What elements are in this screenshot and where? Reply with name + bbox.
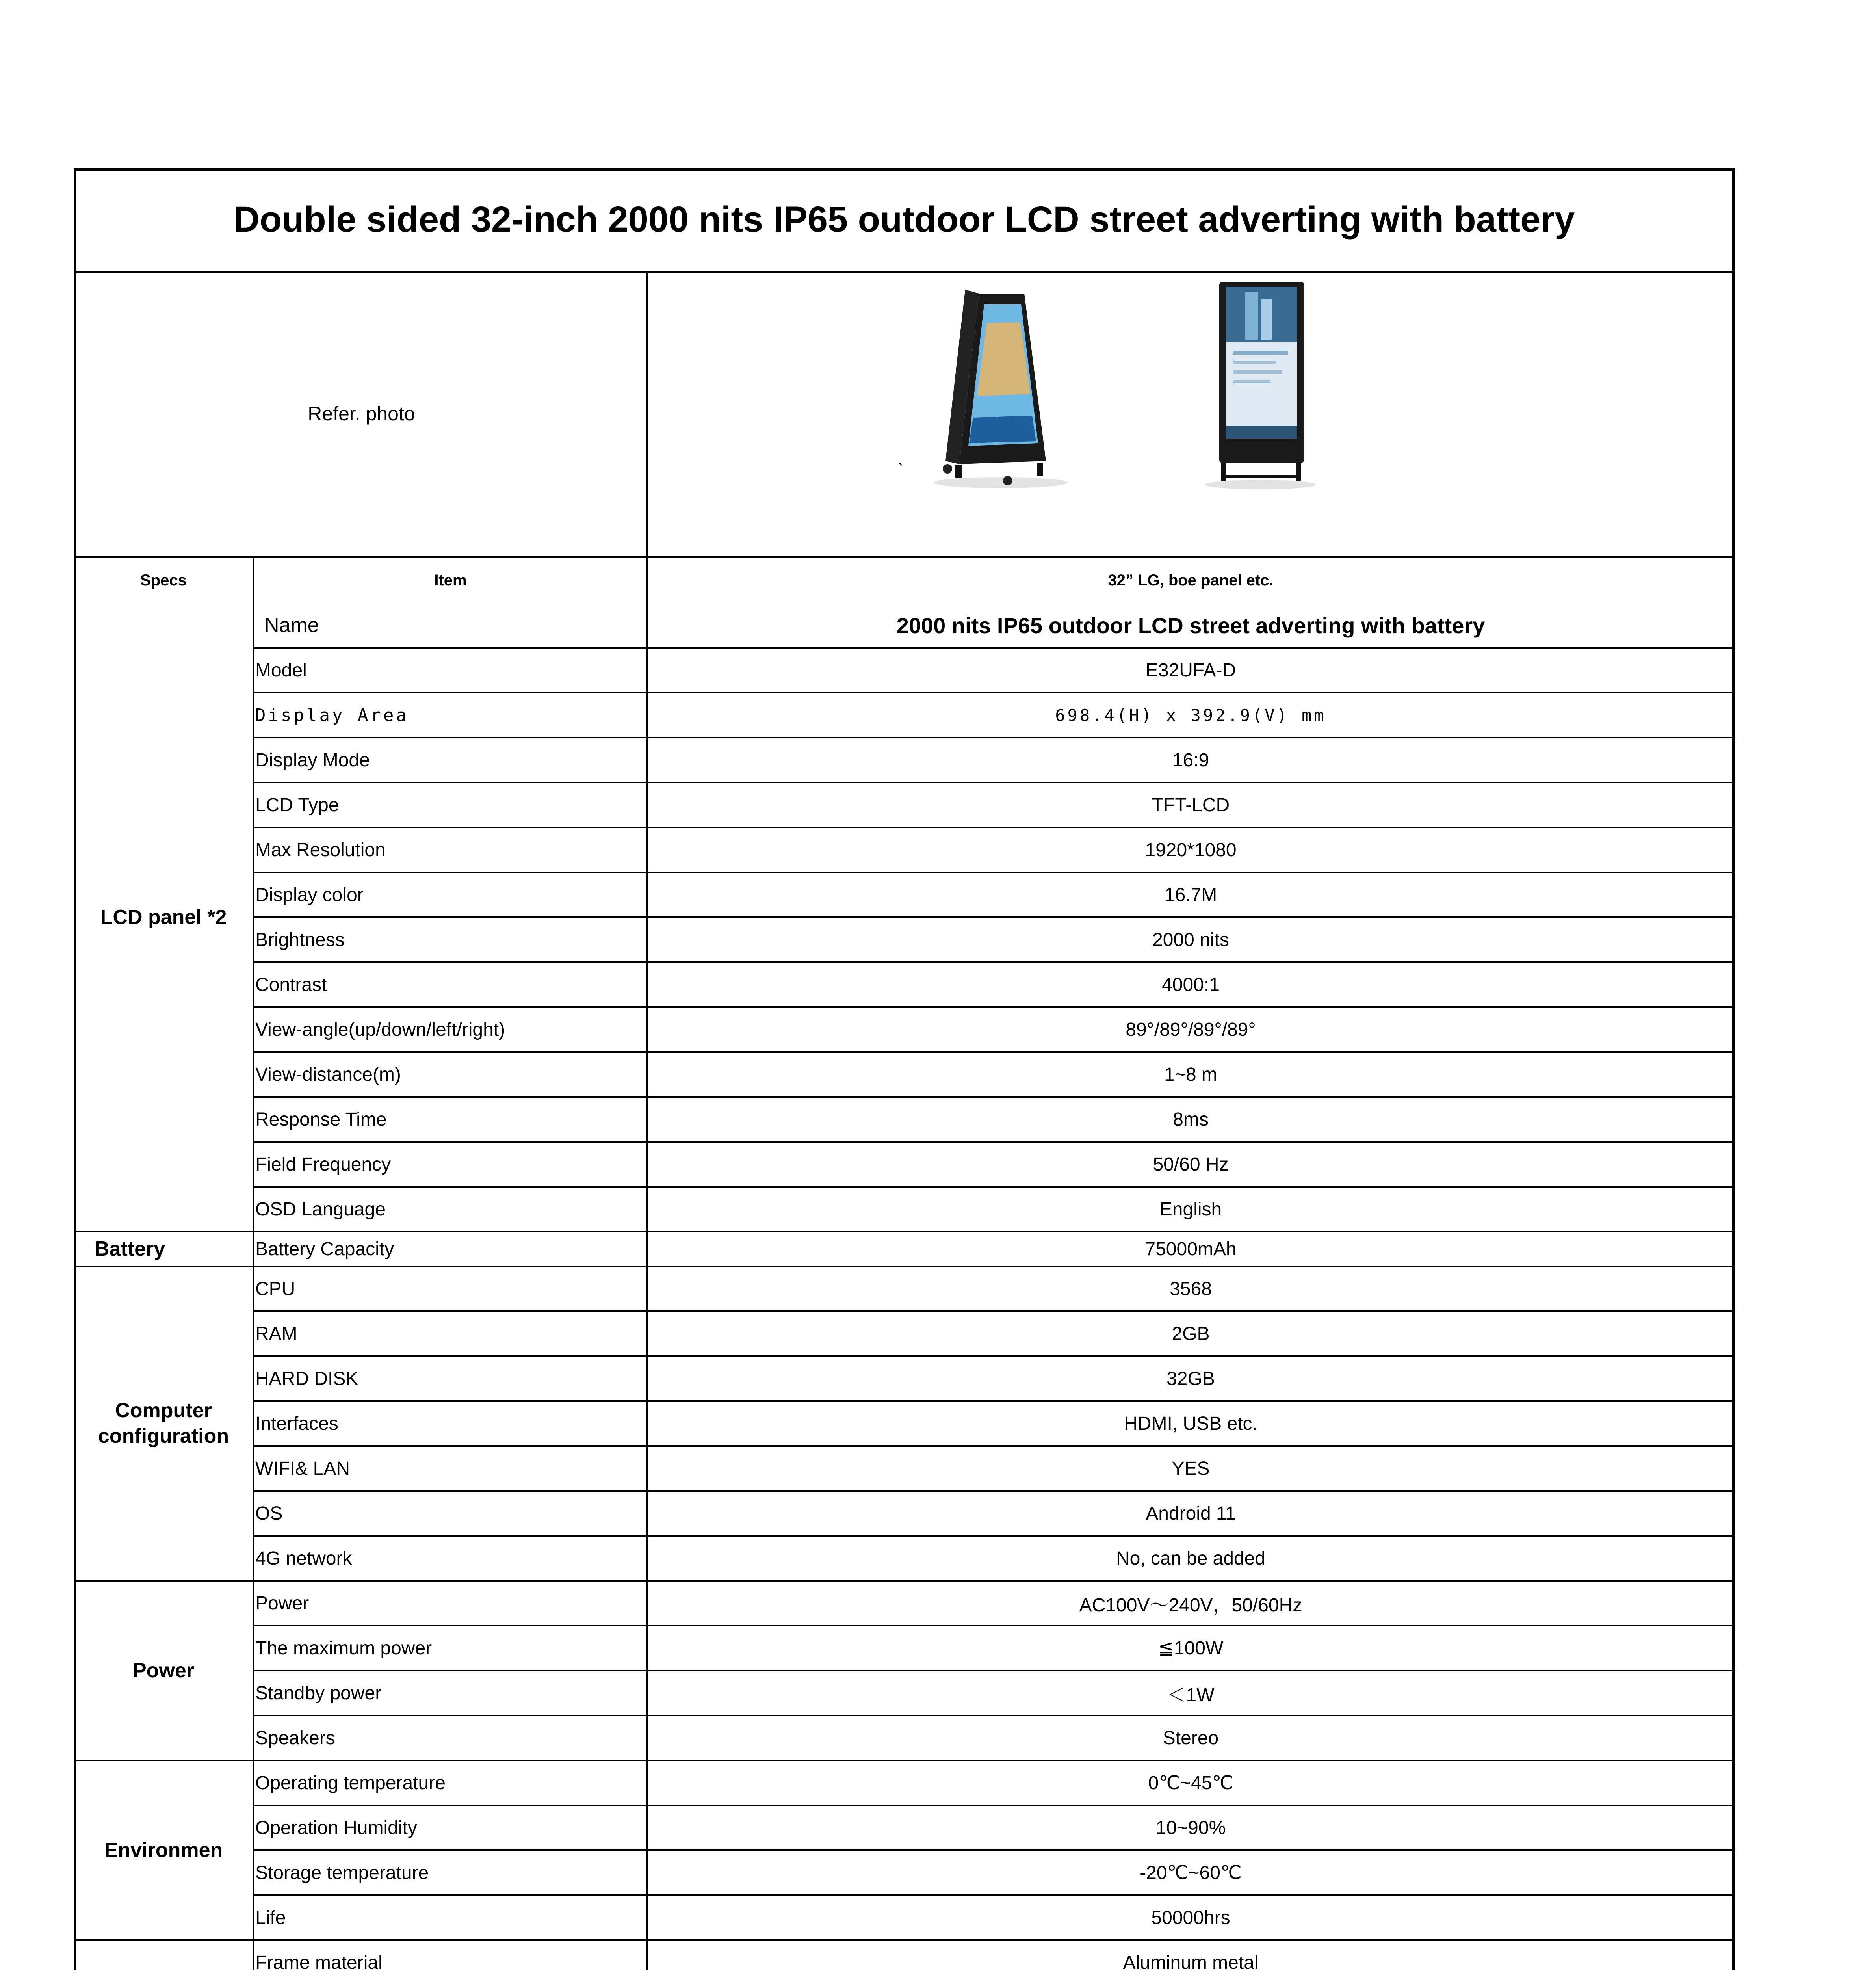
spec-item-value: Aluminum metal bbox=[1123, 1952, 1259, 1970]
row-divider bbox=[253, 1051, 1735, 1053]
spec-item-label: RAM bbox=[255, 1323, 297, 1344]
row-divider bbox=[253, 1715, 1735, 1716]
spec-group-label: Environmen bbox=[104, 1838, 223, 1862]
spec-item-label: HARD DISK bbox=[255, 1368, 358, 1389]
spec-item-value: 1~8 m bbox=[1164, 1064, 1217, 1085]
spec-item-value: 8ms bbox=[1173, 1109, 1209, 1130]
row-divider bbox=[253, 1894, 1735, 1896]
spec-item-label: Interfaces bbox=[255, 1413, 338, 1434]
spec-item-label: WIFI& LAN bbox=[255, 1458, 350, 1479]
spec-item-label: Display color bbox=[255, 884, 364, 905]
row-divider bbox=[253, 916, 1735, 918]
row-divider bbox=[253, 692, 1735, 693]
row-divider bbox=[253, 961, 1735, 963]
row-divider bbox=[253, 1670, 1735, 1671]
spec-item-value: 2GB bbox=[1172, 1323, 1210, 1344]
spec-item-label: 4G network bbox=[255, 1548, 352, 1569]
spec-item-value: 16.7M bbox=[1164, 884, 1217, 905]
row-divider bbox=[253, 1141, 1735, 1143]
spec-item-value: Android 11 bbox=[1146, 1503, 1236, 1524]
row-divider bbox=[253, 1310, 1735, 1312]
row-divider bbox=[253, 1400, 1735, 1402]
spec-item-value: Stereo bbox=[1163, 1727, 1219, 1749]
spec-item-value: ＜1W bbox=[1167, 1684, 1215, 1706]
spec-group-label: LCD panel *2 bbox=[100, 905, 227, 929]
spec-item-value: 3568 bbox=[1170, 1278, 1212, 1299]
spec-item-label: Contrast bbox=[255, 974, 327, 995]
spec-item-value: 75000mAh bbox=[1145, 1238, 1237, 1260]
spec-item-label: Operation Humidity bbox=[255, 1817, 417, 1838]
row-divider bbox=[253, 1096, 1735, 1098]
spec-group-label: Computer configuration bbox=[98, 1399, 229, 1448]
spec-item-label: Frame material bbox=[255, 1952, 383, 1970]
spec-item-label: Speakers bbox=[255, 1727, 335, 1749]
spec-item-value: HDMI, USB etc. bbox=[1124, 1413, 1257, 1434]
row-divider bbox=[253, 827, 1735, 828]
group-divider bbox=[74, 1231, 1735, 1232]
spec-item-label: Standby power bbox=[255, 1682, 382, 1704]
header-specs: Specs bbox=[140, 571, 187, 589]
spec-item-value: 10~90% bbox=[1155, 1817, 1226, 1838]
row-divider bbox=[253, 1805, 1735, 1806]
spec-item-value: 698.4(H) x 392.9(V) mm bbox=[1055, 705, 1326, 725]
group-divider bbox=[74, 1580, 1735, 1582]
spec-group-label: Battery bbox=[95, 1237, 165, 1260]
row-divider bbox=[253, 1445, 1735, 1447]
spec-item-label: Storage temperature bbox=[255, 1862, 429, 1883]
spec-item-label: Brightness bbox=[255, 929, 345, 950]
spec-item-value: 32GB bbox=[1166, 1368, 1215, 1389]
row-divider bbox=[253, 737, 1735, 738]
spec-item-value: No, can be added bbox=[1116, 1548, 1265, 1569]
spec-item-value: ≦100W bbox=[1158, 1638, 1224, 1659]
spec-item-value: TFT-LCD bbox=[1152, 794, 1230, 816]
photo-mark: ` bbox=[898, 461, 904, 478]
spec-item-value: 16:9 bbox=[1172, 749, 1209, 771]
row-divider bbox=[253, 1849, 1735, 1851]
row-divider bbox=[253, 1186, 1735, 1188]
spec-item-label: The maximum power bbox=[255, 1637, 432, 1659]
row-divider bbox=[253, 647, 1735, 649]
spec-item-label: Field Frequency bbox=[255, 1154, 391, 1175]
header-panel: 32” LG, boe panel etc. bbox=[1108, 571, 1274, 589]
spec-item-label: Model bbox=[255, 660, 307, 681]
spec-item-label: OSD Language bbox=[255, 1199, 386, 1220]
row-divider bbox=[253, 872, 1735, 873]
spec-item-value: AC100V～240V，50/60Hz bbox=[1079, 1595, 1302, 1616]
spec-item-label: OS bbox=[255, 1503, 283, 1524]
spec-item-label: Life bbox=[255, 1907, 286, 1928]
spec-item-value: 50000hrs bbox=[1151, 1907, 1230, 1928]
spec-item-label: Battery Capacity bbox=[255, 1238, 394, 1260]
group-divider bbox=[74, 1266, 1735, 1267]
spec-item-label: View-distance(m) bbox=[255, 1064, 401, 1085]
spec-group-label: Power bbox=[132, 1659, 195, 1682]
spec-item-label: Response Time bbox=[255, 1109, 387, 1130]
product-photos bbox=[898, 276, 1379, 496]
spec-item-label: CPU bbox=[255, 1278, 295, 1299]
row-divider bbox=[253, 1355, 1735, 1357]
row-divider bbox=[253, 1490, 1735, 1492]
spec-item-value: E32UFA-D bbox=[1145, 660, 1236, 681]
refer-photo-label: Refer. photo bbox=[308, 403, 415, 425]
spec-group-label bbox=[75, 1940, 252, 1970]
group-divider bbox=[74, 1760, 1735, 1761]
row-divider bbox=[253, 1625, 1735, 1626]
spec-item-value: 2000 nits IP65 outdoor LCD street adverting with battery bbox=[896, 613, 1485, 638]
spec-item-label: Power bbox=[255, 1593, 309, 1614]
spec-item-value: YES bbox=[1172, 1458, 1210, 1479]
spec-item-label: Max Resolution bbox=[255, 839, 386, 860]
spec-item-label: Operating temperature bbox=[255, 1772, 446, 1793]
spec-item-label: View-angle(up/down/left/right) bbox=[255, 1019, 505, 1040]
spec-item-label: LCD Type bbox=[255, 794, 339, 816]
group-divider bbox=[74, 1939, 1735, 1941]
flat-display-photo bbox=[1205, 282, 1316, 489]
spec-item-label: Display Mode bbox=[255, 749, 370, 771]
spec-item-label: Display Area bbox=[255, 705, 409, 725]
spec-item-value: 89°/89°/89°/89° bbox=[1126, 1019, 1256, 1040]
a-frame-display-photo bbox=[934, 290, 1068, 488]
page-title: Double sided 32-inch 2000 nits IP65 outdoor LCD street adverting with battery bbox=[233, 199, 1575, 240]
spec-item-value: 4000:1 bbox=[1162, 974, 1220, 995]
row-divider bbox=[253, 1006, 1735, 1008]
row-divider bbox=[253, 1535, 1735, 1537]
spec-item-value: 50/60 Hz bbox=[1153, 1154, 1229, 1175]
header-item: Item bbox=[434, 571, 467, 589]
spec-item-value: -20℃~60℃ bbox=[1140, 1862, 1242, 1883]
spec-item-value: English bbox=[1159, 1199, 1222, 1220]
spec-item-label: Name bbox=[264, 614, 319, 637]
spec-item-value: 2000 nits bbox=[1152, 929, 1229, 950]
row-divider bbox=[253, 782, 1735, 783]
specs-column-divider bbox=[253, 556, 254, 1970]
spec-item-value: 0℃~45℃ bbox=[1148, 1773, 1233, 1793]
spec-item-value: 1920*1080 bbox=[1145, 839, 1237, 860]
